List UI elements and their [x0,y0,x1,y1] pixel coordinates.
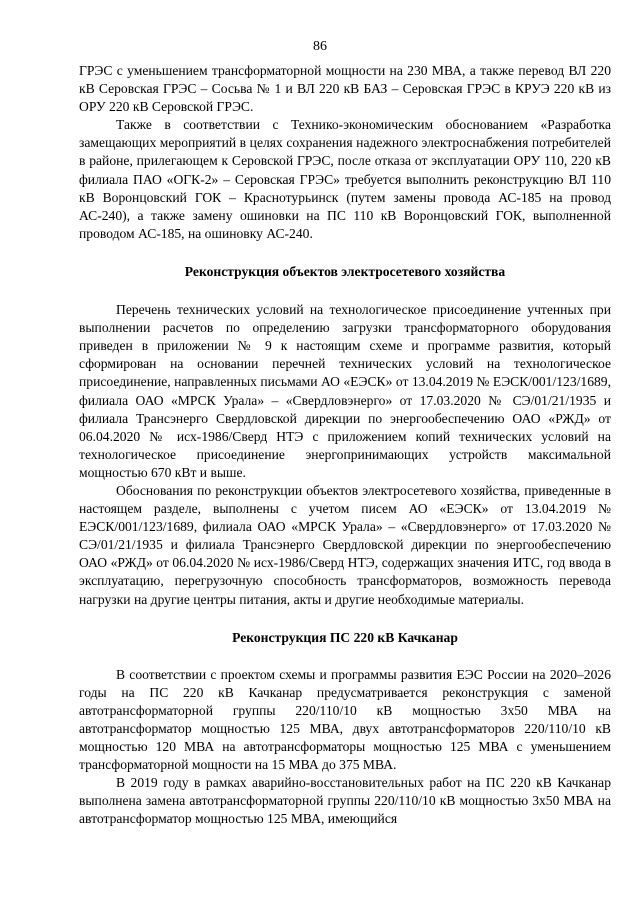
page-number: 86 [313,39,327,54]
section-heading-kachkanar: Реконструкция ПС 220 кВ Качканар [232,629,458,645]
document-body [79,62,611,829]
paragraph-kachkanar-2019: В 2019 году в рамках аварийно-восстановительных работ на ПС 220 кВ Качканар выполнена замена автотрансформаторной группы 220/110/10 кВ мощностью 3х50 МВА на автотрансформатор мощностью 125 МВА, имеющийся [79,775,611,827]
paragraph-kachkanar-plan: В соответствии с проектом схемы и программы развития ЕЭС России на 2020–2026 годы на ПС 220 кВ Качканар предусматривается реконструкция с заменой автотрансформаторной группы 220/110/10 кВ мощностью 3х50 МВА на автотрансформатор мощностью 125 МВА, двух автотрансформаторов 220/110/10 кВ мощностью 120 МВА на автотрансформаторы мощностью 125 МВА с уменьшением трансформаторной мощности на 15 МВА до 375 МВА. [79,666,611,773]
paragraph-technical-conditions: Перечень технических условий на технологическое присоединение учтенных при выполнении расчетов по определению загрузки трансформаторного оборудования приведен в приложении № 9 к настоящим схеме и программе развития, который сформирован на основании перечней технических условий на технологическое присоединение, направленных письмами АО «ЕЭСК» от 13.04.2019 № ЕЭСК/001/123/1689, филиала ОАО «МРСК Урала» – «Свердловэнерго» от 17.03.2020 № СЭ/01/21/1935 и филиала Трансэнерго Свердловской дирекции по энергообеспечению ОАО «РЖД» от 06.04.2020 № исх-1986/Сверд НТЭ с приложением копий технических условий на технологическое присоединение энергопринимающих устройств максимальной мощностью 670 кВт и выше. [79,302,611,480]
section-heading-grid-reconstruction: Реконструкция объектов электросетевого хозяйства [184,263,506,279]
paragraph-justification: Обоснования по реконструкции объектов электросетевого хозяйства, приведенные в настоящем разделе, выполнены с учетом писем АО «ЕЭСК» от 13.04.2019 № ЕЭСК/001/123/1689, филиала ОАО «МРСК Урала» – «Свердловэнерго» от 17.03.2020 № СЭ/01/21/1935 и филиала Трансэнерго Свердловской дирекции по энергообеспечению ОАО «РЖД» от 06.04.2020 № исх-1986/Сверд НТЭ, содержащих значения ИТС, год ввода в эксплуатацию, перегрузочную способность трансформаторов, возможность перевода нагрузки на другие центры питания, акты и другие необходимые материалы. [79,482,611,607]
paragraph-feasibility-study: Также в соответствии с Технико-экономическим обоснованием «Разработка замещающих мероприятий в целях сохранения надежного электроснабжения потребителей в районе, прилегающем к Серовской ГРЭС, после отказа от эксплуатации ОРУ 110, 220 кВ филиала ПАО «ОГК-2» – Серовская ГРЭС» требуется выполнить реконструкцию ВЛ 110 кВ Воронцовский ГОК – Краснотурьинск (путем замены провода АС-185 на провод АС-240), а также замену ошиновки на ПС 110 кВ Воронцовский ГОК, выполненной проводом АС-185, на ошиновку АС-240. [79,117,611,241]
paragraph-continuation: ГРЭС с уменьшением трансформаторной мощности на 230 МВА, а также перевод ВЛ 220 кВ Серовская ГРЭС – Сосьва № 1 и ВЛ 220 кВ БАЗ – Серовская ГРЭС в КРУЭ 220 кВ из ОРУ 220 кВ Серовской ГРЭС. [79,63,611,115]
